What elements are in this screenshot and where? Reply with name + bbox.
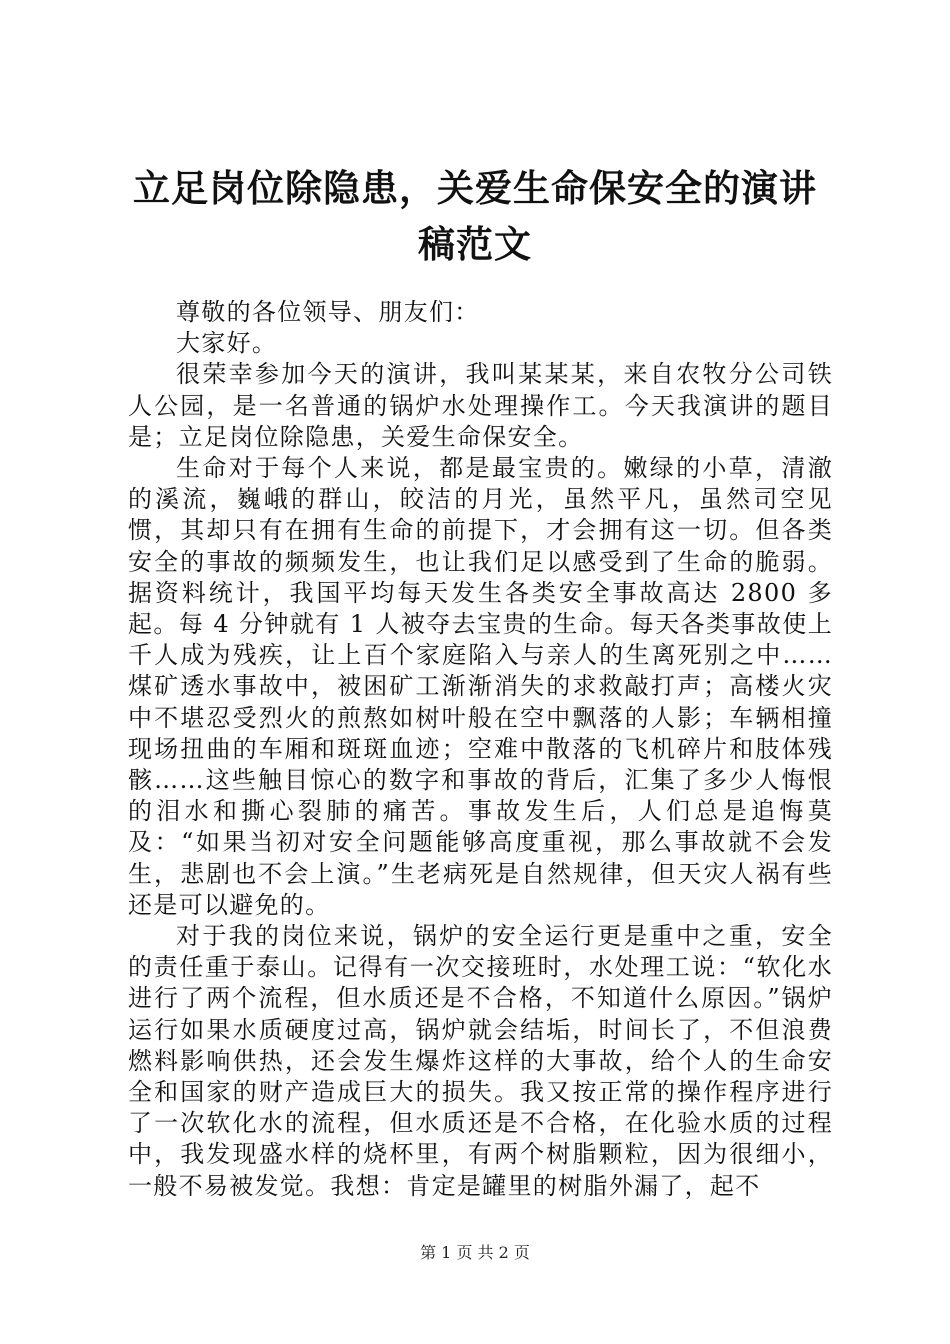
- page-footer: 第 1 页 共 2 页: [420, 1243, 530, 1262]
- document-body: [128, 297, 833, 1202]
- greeting-paragraph: 大家好。: [176, 329, 278, 358]
- life-paragraph: 生命对于每个人来说，都是最宝贵的。嫩绿的小草，清澈的溪流，巍峨的群山，皎洁的月光，虽然平凡，虽然司空见惯，其却只有在拥有生命的前提下，才会拥有这一切。但各类安全的事故的频频发生，也让我们足以感受到了生命的脆弱。据资料统计，我国平均每天发生各类安全事故高达 2800 多起。每 4 分钟就有 1 人被夺去宝贵的生命。每天各类事故使上千人成为残疾，让上百个家庭陷入与亲人的生离死别之中……煤矿透水事故中，被困矿工渐渐消失的求救敲打声；高楼火灾中不堪忍受烈火的煎熬如树叶般在空中飘落的人影；车辆相撞现场扭曲的车厢和斑斑血迹；空难中散落的飞机碎片和肢体残骸……这些触目惊心的数字和事故的背后，汇集了多少人悔恨的泪水和撕心裂肺的痛苦。事故发生后，人们总是追悔莫及：“如果当初对安全问题能够高度重视，那么事故就不会发生，悲剧也不会上演。”生老病死是自然规律，但天灾人祸有些还是可以避免的。: [128, 454, 833, 919]
- boiler-paragraph: 对于我的岗位来说，锅炉的安全运行更是重中之重，安全的责任重于泰山。记得有一次交接班时，水处理工说：“软化水进行了两个流程，但水质还是不合格，不知道什么原因。”锅炉运行如果水质硬度过高，锅炉就会结垢，时间长了，不但浪费燃料影响供热，还会发生爆炸这样的大事故，给个人的生命安全和国家的财产造成巨大的损失。我又按正常的操作程序进行了一次软化水的流程，但水质还是不合格，在化验水质的过程中，我发现盛水样的烧杯里，有两个树脂颗粒，因为很细小，一般不易被发觉。我想：肯定是罐里的树脂外漏了，起不: [128, 922, 833, 1200]
- intro-paragraph: 很荣幸参加今天的演讲，我叫某某某，来自农牧分公司铁人公园，是一名普通的锅炉水处理操作工。今天我演讲的题目是；立足岗位除隐患，关爱生命保安全。: [128, 360, 833, 451]
- document-title: 立足岗位除隐患，关爱生命保安全的演讲稿范文: [133, 166, 817, 266]
- salutation-paragraph: 尊敬的各位领导、朋友们：: [176, 298, 480, 326]
